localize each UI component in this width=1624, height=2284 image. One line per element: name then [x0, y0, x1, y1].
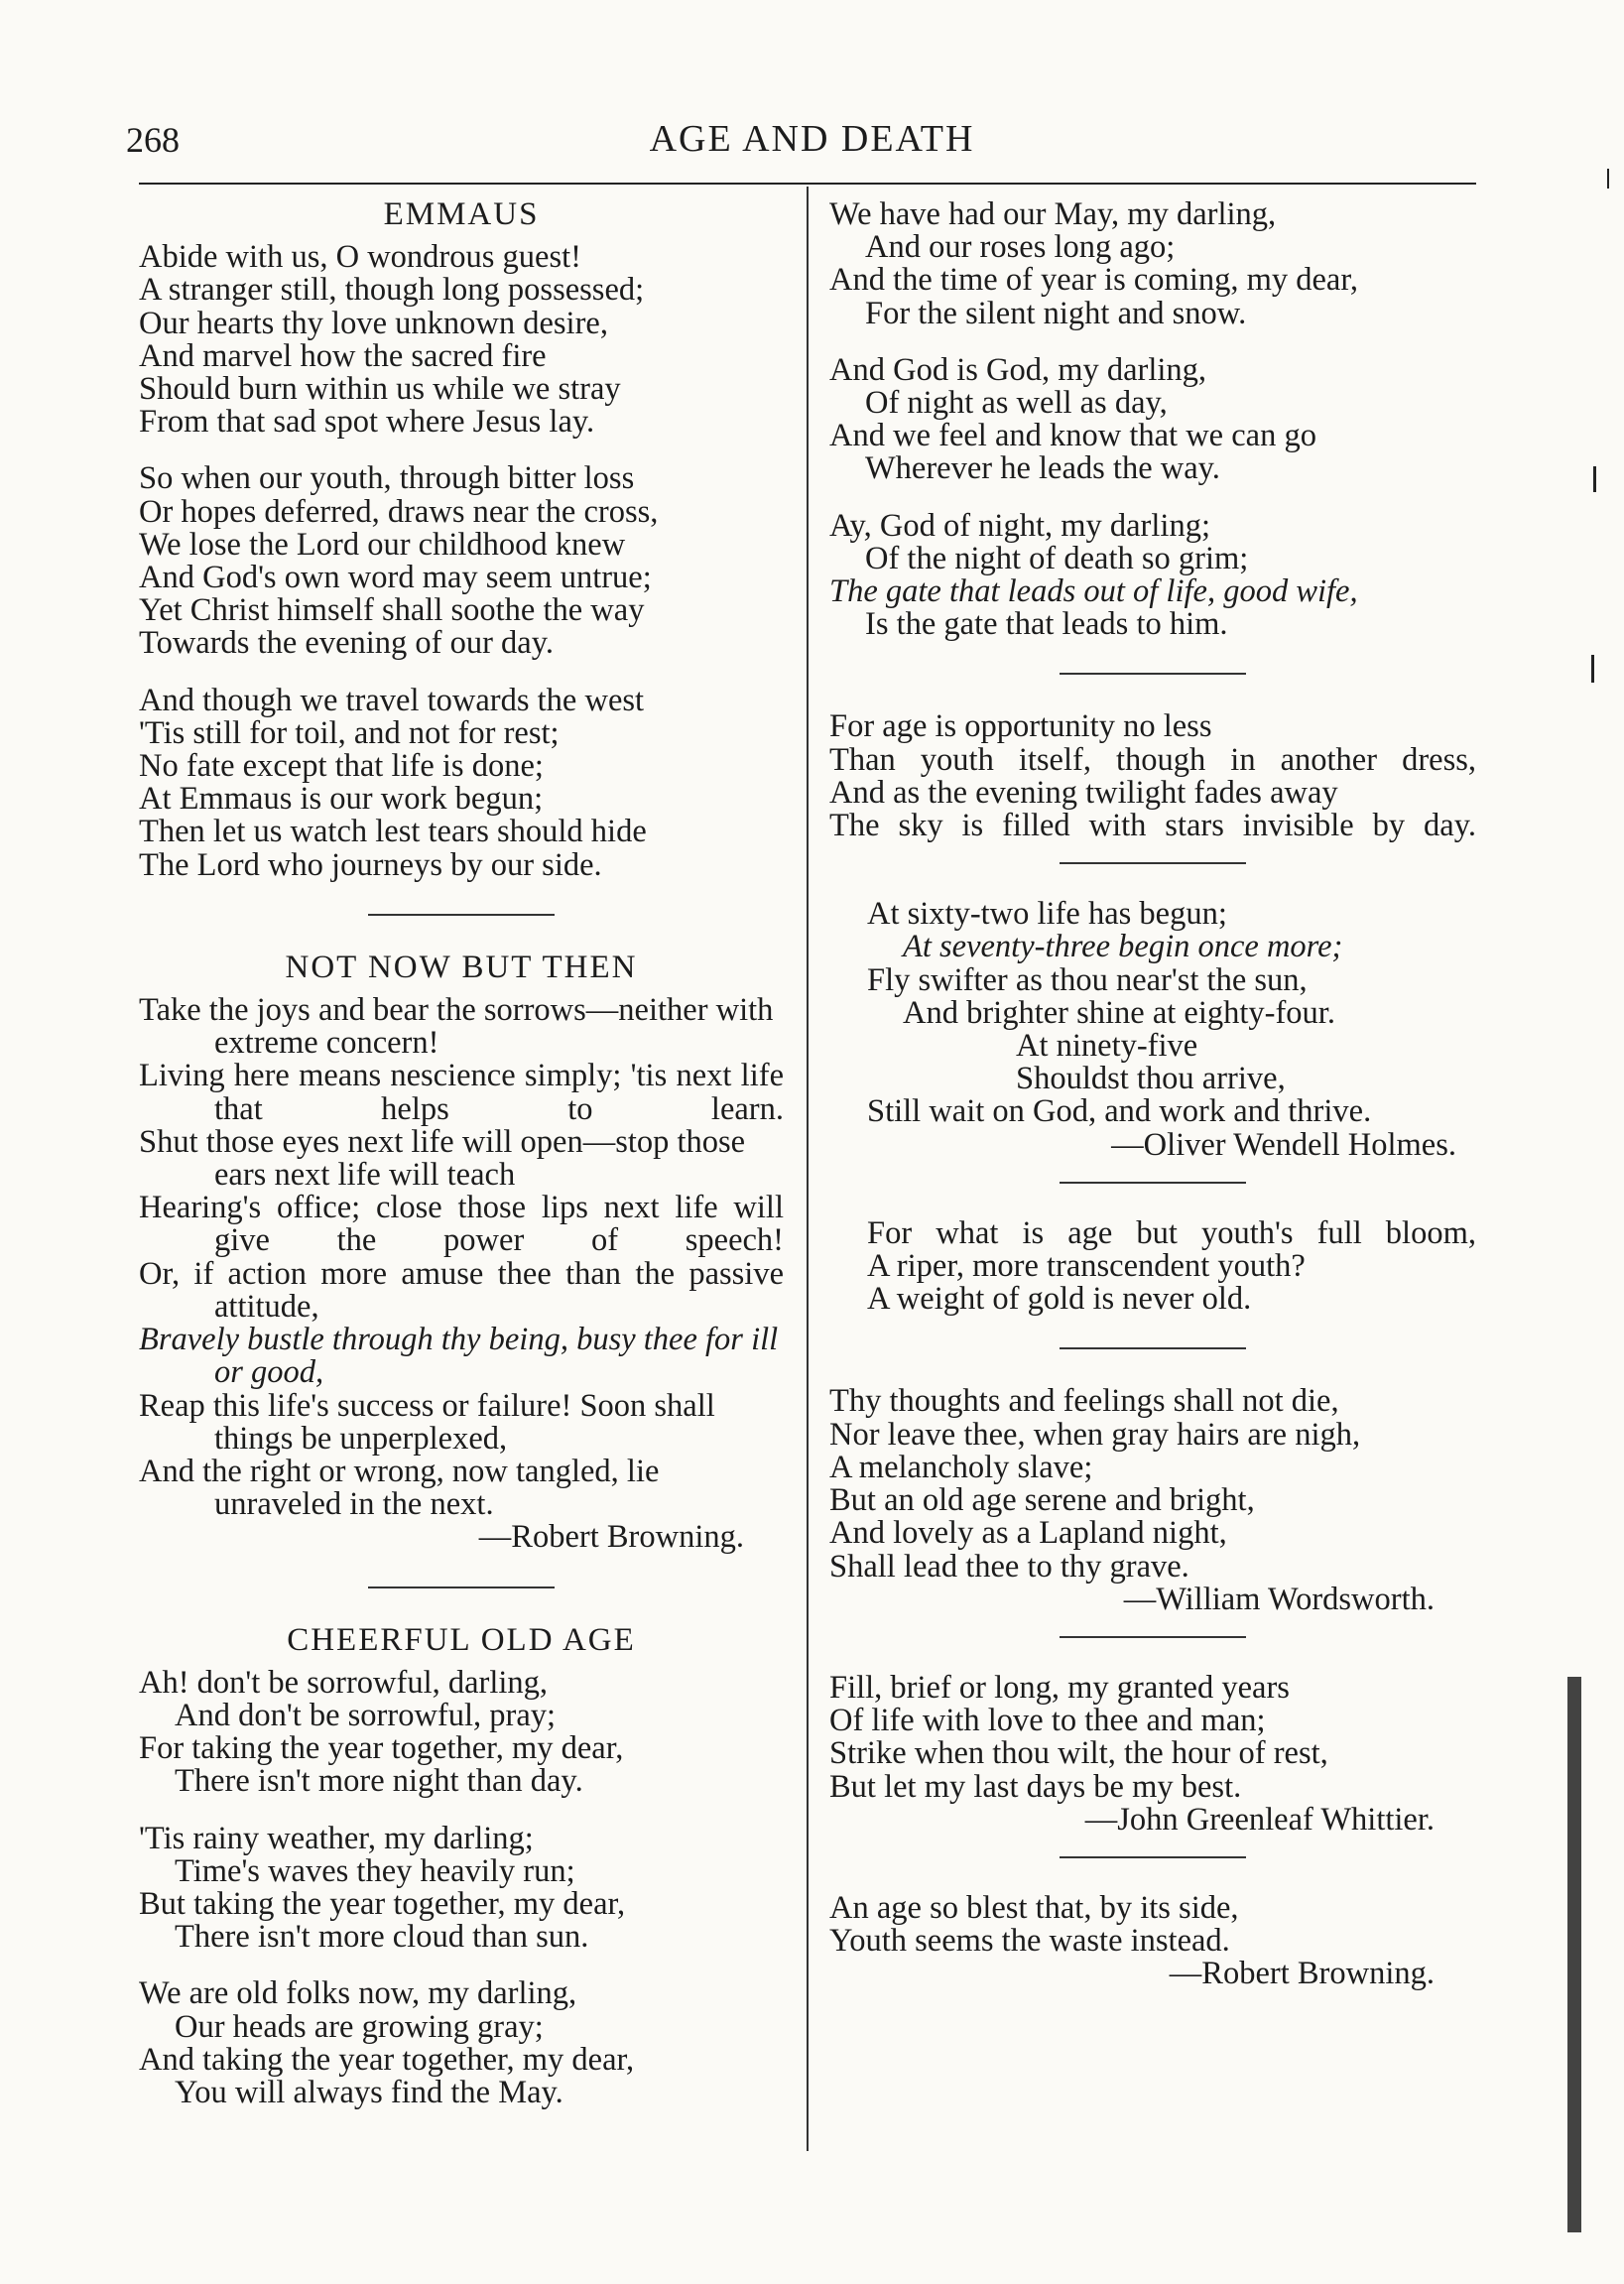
attribution: —Oliver Wendell Holmes.: [1111, 1126, 1456, 1163]
verse-line: And lovely as a Lapland night,: [829, 1515, 1227, 1552]
poem-emmaus: [139, 198, 784, 882]
verse-line: Shut those eyes next life will open—stop those ears next life will teach: [139, 1123, 746, 1194]
verse-line: And our roses long ago;: [865, 229, 1176, 266]
verse-line: And though we travel towards the west: [139, 682, 645, 718]
section-separator: [1060, 1856, 1246, 1858]
scan-mark: [1591, 655, 1594, 683]
verse-whittier: [829, 1669, 1476, 1838]
verse-line: And don't be sorrowful, pray;: [175, 1697, 557, 1733]
verse-line: But let my last days be my best.: [829, 1768, 1242, 1805]
verse-line: Yet Christ himself shall soothe the way: [139, 592, 645, 629]
attribution: —John Greenleaf Whittier.: [1084, 1801, 1435, 1838]
section-separator: [368, 1586, 555, 1588]
verse-line: At ninety-five: [1016, 1028, 1198, 1065]
verse-line: 'Tis rainy weather, my darling;: [139, 1820, 534, 1856]
poem-cheerful-old-age-continued: [829, 198, 1476, 641]
header-rule: [139, 183, 1476, 185]
section-separator: [368, 914, 555, 916]
verse-line: The Lord who journeys by our side.: [139, 846, 602, 883]
running-head: AGE AND DEATH: [649, 118, 975, 160]
verse-line: A weight of gold is never old.: [867, 1281, 1252, 1318]
verse-line: And the time of year is coming, my dear,: [829, 262, 1358, 299]
verse-line: Shall lead thee to thy grave.: [829, 1548, 1189, 1585]
verse-line: We are old folks now, my darling,: [139, 1975, 577, 2012]
stanza: [829, 507, 1476, 643]
stanza: [139, 1977, 784, 2109]
verse-line: Towards the evening of our day.: [139, 625, 554, 662]
poem-cheerful-old-age: [139, 1621, 784, 2110]
verse-line: We lose the Lord our childhood knew: [139, 526, 626, 563]
verse-line: For what is age but youth's full bloom,: [867, 1214, 1476, 1251]
stanza: [139, 682, 784, 883]
verse-line: For the silent night and snow.: [865, 295, 1247, 331]
attribution: —William Wordsworth.: [1123, 1581, 1435, 1617]
verse-opportunity: [829, 710, 1476, 842]
stanza: [829, 198, 1476, 330]
verse-line: Ah! don't be sorrowful, darling,: [139, 1664, 549, 1701]
stanza: [139, 1820, 784, 1956]
verse-line: Ay, God of night, my darling;: [829, 507, 1210, 544]
stanza: [139, 462, 784, 660]
verse-line: And taking the year together, my dear,: [139, 2041, 635, 2078]
attribution: —Robert Browning.: [1169, 1956, 1435, 1992]
verse-line: Or, if action more amuse thee than the passive attitude,: [139, 1255, 784, 1325]
verse-line: Then let us watch lest tears should hide: [139, 814, 647, 850]
verse-line: Wherever he leads the way.: [865, 450, 1220, 487]
right-column: [829, 198, 1476, 1991]
verse-line: Or hopes deferred, draws near the cross,: [139, 493, 659, 530]
verse-line: Than youth itself, though in another dress,: [829, 741, 1476, 778]
verse-line: The gate that leads out of life, good wife,: [829, 573, 1358, 610]
verse-line: At seventy-three begin once more;: [903, 929, 1343, 965]
verse-line: And we feel and know that we can go: [829, 418, 1316, 454]
scan-mark: [1593, 466, 1596, 492]
verse-line: Thy thoughts and feelings shall not die,: [829, 1383, 1339, 1420]
poem-not-now-but-then: [139, 949, 784, 1556]
attribution: —Robert Browning.: [478, 1519, 744, 1556]
verse-line: But taking the year together, my dear,: [139, 1885, 626, 1922]
verse-line: Of the night of death so grim;: [865, 540, 1249, 576]
scan-mark: [1567, 1677, 1581, 2232]
verse-line: But an old age serene and bright,: [829, 1482, 1255, 1519]
stanza: [139, 241, 784, 439]
verse-line: A riper, more transcendent youth?: [867, 1248, 1306, 1285]
verse-line: For taking the year together, my dear,: [139, 1730, 624, 1767]
poem-title: CHEERFUL OLD AGE: [287, 1621, 636, 1658]
verse-line: From that sad spot where Jesus lay.: [139, 404, 595, 441]
verse-line: And God's own word may seem untrue;: [139, 560, 652, 596]
section-separator: [1060, 1182, 1246, 1184]
verse-line: A stranger still, though long possessed;: [139, 272, 645, 309]
stanza: [139, 1664, 784, 1800]
section-separator: [1060, 673, 1246, 675]
verse-line: Nor leave thee, when gray hairs are nigh,: [829, 1416, 1361, 1453]
verse-line: We have had our May, my darling,: [829, 196, 1277, 232]
verse-line: At Emmaus is our work begun;: [139, 781, 544, 818]
verse-line: And God is God, my darling,: [829, 351, 1207, 388]
verse-line: Youth seems the waste instead.: [829, 1923, 1230, 1960]
verse-line: Is the gate that leads to him.: [865, 606, 1228, 643]
page-number: 268: [126, 120, 180, 160]
verse-line: Take the joys and bear the sorrows—neither with extreme concern!: [139, 992, 774, 1062]
verse-line: Our heads are growing gray;: [175, 2008, 544, 2045]
scan-mark: [1607, 169, 1609, 189]
poem-title: NOT NOW BUT THEN: [285, 949, 638, 985]
section-separator: [1060, 1347, 1246, 1349]
verse-line: Fly swifter as thou near'st the sun,: [867, 961, 1308, 998]
verse-line: Abide with us, O wondrous guest!: [139, 239, 581, 276]
verse-line: Should burn within us while we stray: [139, 371, 621, 408]
verse-line: You will always find the May.: [175, 2074, 563, 2110]
verse-line: Fill, brief or long, my granted years: [829, 1669, 1290, 1706]
verse-line: The sky is filled with stars invisible by day.: [829, 808, 1476, 844]
verse-line: Shouldst thou arrive,: [1016, 1061, 1286, 1097]
verse-line: And marvel how the sacred fire: [139, 337, 547, 374]
left-column: [139, 198, 784, 2133]
verse-line: Hearing's office; close those lips next life will give the power of speech!: [139, 1190, 784, 1259]
section-separator: [1060, 862, 1246, 864]
verse-line: Still wait on God, and work and thrive.: [867, 1093, 1372, 1130]
section-separator: [1060, 1636, 1246, 1638]
stanza: [829, 351, 1476, 487]
verse-line: Of night as well as day,: [865, 385, 1168, 422]
verse-line: 'Tis still for toil, and not for rest;: [139, 714, 560, 751]
verse-line: There isn't more cloud than sun.: [175, 1919, 589, 1956]
verse-line: For age is opportunity no less: [829, 708, 1212, 745]
verse-line: Our hearts thy love unknown desire,: [139, 305, 608, 341]
verse-wordsworth: [829, 1385, 1476, 1615]
verse-line: Living here means nescience simply; 'tis next life that helps to learn.: [139, 1058, 784, 1127]
verse-line: There isn't more night than day.: [175, 1763, 583, 1800]
verse-line: An age so blest that, by its side,: [829, 1889, 1239, 1926]
verse-browning-2: [829, 1889, 1476, 1992]
column-divider: [807, 187, 809, 2151]
verse-line: So when our youth, through bitter loss: [139, 460, 635, 497]
verse-line: Strike when thou wilt, the hour of rest,: [829, 1735, 1328, 1772]
verse-holmes: [829, 898, 1476, 1162]
verse-line: Of life with love to thee and man;: [829, 1703, 1266, 1739]
verse-line: And the right or wrong, now tangled, lie unraveled in the next.: [139, 1453, 660, 1523]
verse-line: No fate except that life is done;: [139, 748, 544, 785]
verse-line: Time's waves they heavily run;: [175, 1852, 575, 1889]
verse-line: Reap this life's success or failure! Soon shall things be unperplexed,: [139, 1387, 715, 1457]
verse-full-bloom: [829, 1214, 1476, 1318]
verse-line: And brighter shine at eighty-four.: [903, 994, 1335, 1031]
verse-line: And as the evening twilight fades away: [829, 774, 1338, 811]
poem-title: EMMAUS: [383, 196, 540, 232]
verse-line: Bravely bustle through thy being, busy thee for ill or good,: [139, 1322, 779, 1391]
verse-line: A melancholy slave;: [829, 1449, 1093, 1485]
verse-line: At sixty-two life has begun;: [867, 896, 1227, 933]
